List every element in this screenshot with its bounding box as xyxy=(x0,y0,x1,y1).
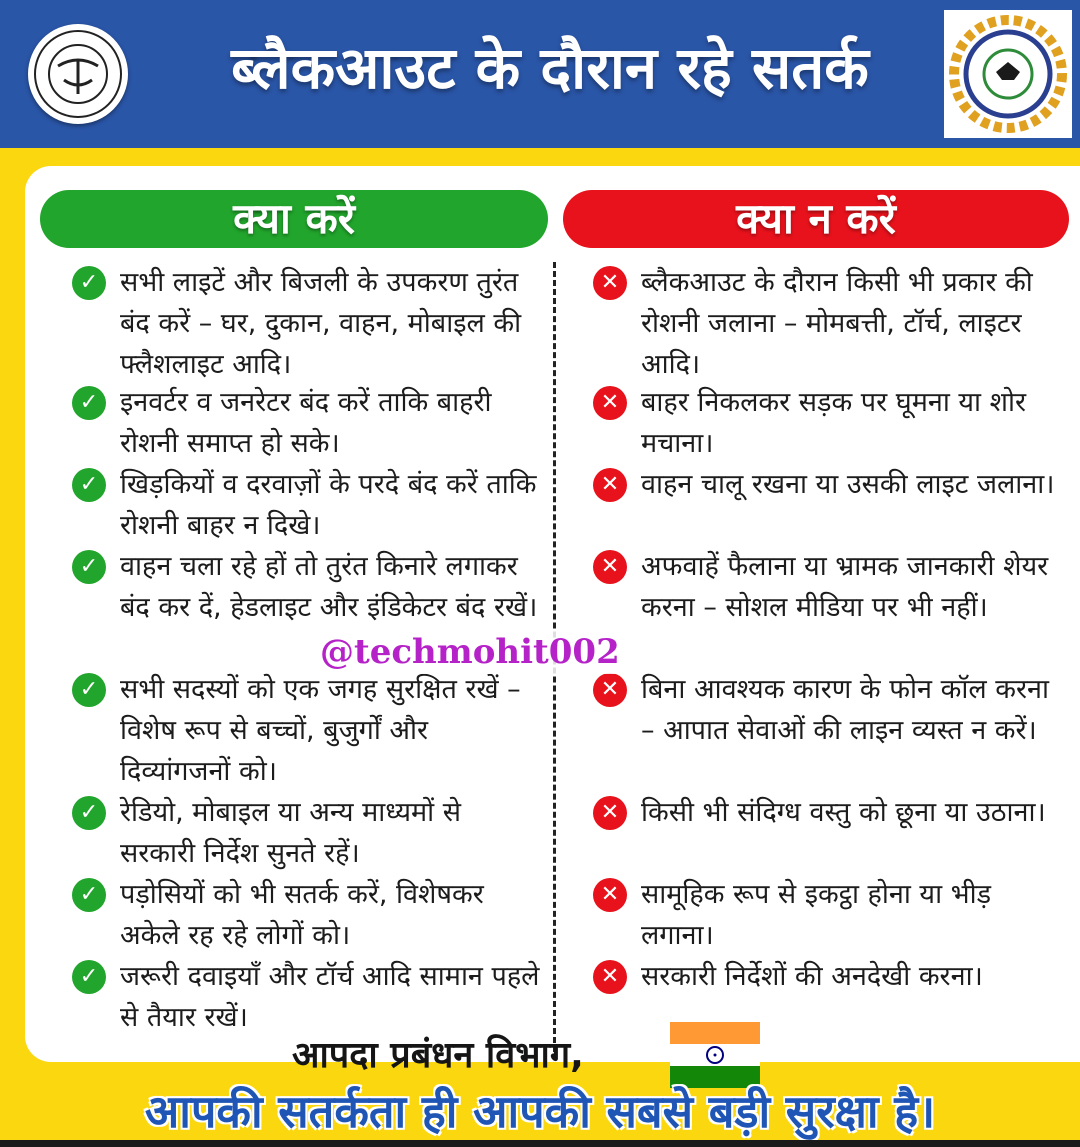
bottom-border xyxy=(0,1140,1080,1147)
do-list-item xyxy=(72,262,542,382)
cross-circle-icon: ✕ xyxy=(593,266,627,300)
up-government-seal-icon xyxy=(28,24,128,124)
page-title: ब्लैकआउट के दौरान रहे सतर्क xyxy=(231,34,869,102)
dont-item-text: वाहन चालू रखना या उसकी लाइट जलाना। xyxy=(641,469,1055,500)
check-circle-icon: ✓ xyxy=(72,878,106,912)
dont-list-item xyxy=(593,669,1063,792)
safety-slogan: आपकी सतर्कता ही आपकी सबसे बड़ी सुरक्षा है। xyxy=(144,1085,936,1138)
do-list-item xyxy=(72,956,542,1038)
do-item-text: सभी सदस्यों को एक जगह सुरक्षित रखें – विशेष रूप से बच्चों, बुजुर्गों और दिव्यांगजनों को। xyxy=(120,674,521,787)
dont-list-item xyxy=(593,382,1063,464)
cross-circle-icon: ✕ xyxy=(593,796,627,830)
do-item-text: इनवर्टर व जनरेटर बंद करें ताकि बाहरी रोशनी समाप्त हो सके। xyxy=(120,387,492,459)
check-circle-icon: ✓ xyxy=(72,673,106,707)
dont-list-item xyxy=(593,262,1063,382)
cross-circle-icon: ✕ xyxy=(593,386,627,420)
dont-item-text: सामूहिक रूप से इकट्ठा होना या भीड़ लगाना। xyxy=(641,879,992,951)
do-list-item xyxy=(72,874,542,956)
dont-list-item xyxy=(593,792,1063,874)
district-disaster-management-authority-hapur-logo-icon xyxy=(944,10,1072,138)
check-circle-icon: ✓ xyxy=(72,266,106,300)
check-circle-icon: ✓ xyxy=(72,796,106,830)
dont-item-text: अफवाहें फैलाना या भ्रामक जानकारी शेयर करना – सोशल मीडिया पर भी नहीं। xyxy=(641,551,1049,623)
do-heading: क्या करें xyxy=(40,190,548,248)
dont-list-item xyxy=(593,464,1063,546)
do-item-text: सभी लाइटें और बिजली के उपकरण तुरंत बंद करें – घर, दुकान, वाहन, मोबाइल की फ्लैशलाइट आदि। xyxy=(120,267,522,380)
check-circle-icon: ✓ xyxy=(72,468,106,502)
dont-list-item xyxy=(593,874,1063,956)
cross-circle-icon: ✕ xyxy=(593,550,627,584)
do-item-text: खिड़कियों व दरवाज़ों के परदे बंद करें ताकि रोशनी बाहर न दिखे। xyxy=(120,469,537,541)
check-circle-icon: ✓ xyxy=(72,960,106,994)
do-item-text: रेडियो, मोबाइल या अन्य माध्यमों से सरकारी निर्देश सुनते रहें। xyxy=(120,797,461,869)
department-label: आपदा प्रबंधन विभाग, xyxy=(292,1035,584,1076)
cross-circle-icon: ✕ xyxy=(593,960,627,994)
dm-logo-graphic xyxy=(944,10,1072,138)
do-list-item xyxy=(72,464,542,546)
dont-item-text: बाहर निकलकर सड़क पर घूमना या शोर मचाना। xyxy=(641,387,1027,459)
dont-item-text: सरकारी निर्देशों की अनदेखी करना। xyxy=(641,961,983,992)
indian-flag-icon xyxy=(670,1022,760,1088)
dont-item-text: ब्लैकआउट के दौरान किसी भी प्रकार की रोशनी जलाना – मोमबत्ती, टॉर्च, लाइटर आदि। xyxy=(641,267,1033,380)
dont-item-text: किसी भी संदिग्ध वस्तु को छूना या उठाना। xyxy=(641,797,1046,828)
cross-circle-icon: ✕ xyxy=(593,878,627,912)
dont-list xyxy=(593,262,1063,1038)
do-list-item xyxy=(72,382,542,464)
dont-list-item xyxy=(593,546,1063,669)
do-list-item xyxy=(72,669,542,792)
do-item-text: जरूरी दवाइयाँ और टॉर्च आदि सामान पहले से तैयार रखें। xyxy=(120,961,540,1033)
dont-list-item xyxy=(593,956,1063,1038)
cross-circle-icon: ✕ xyxy=(593,468,627,502)
do-list-item xyxy=(72,792,542,874)
dont-heading: क्या न करें xyxy=(563,190,1069,248)
watermark-handle: @techmohit002 xyxy=(320,632,620,672)
check-circle-icon: ✓ xyxy=(72,550,106,584)
seal-emblem-graphic xyxy=(28,24,128,124)
do-item-text: वाहन चला रहे हों तो तुरंत किनारे लगाकर बंद कर दें, हेडलाइट और इंडिकेटर बंद रखें। xyxy=(120,551,538,623)
dont-item-text: बिना आवश्यक कारण के फोन कॉल करना – आपात सेवाओं की लाइन व्यस्त न करें। xyxy=(641,674,1049,746)
check-circle-icon: ✓ xyxy=(72,386,106,420)
cross-circle-icon: ✕ xyxy=(593,673,627,707)
do-item-text: पड़ोसियों को भी सतर्क करें, विशेषकर अकेले रह रहे लोगों को। xyxy=(120,879,484,951)
